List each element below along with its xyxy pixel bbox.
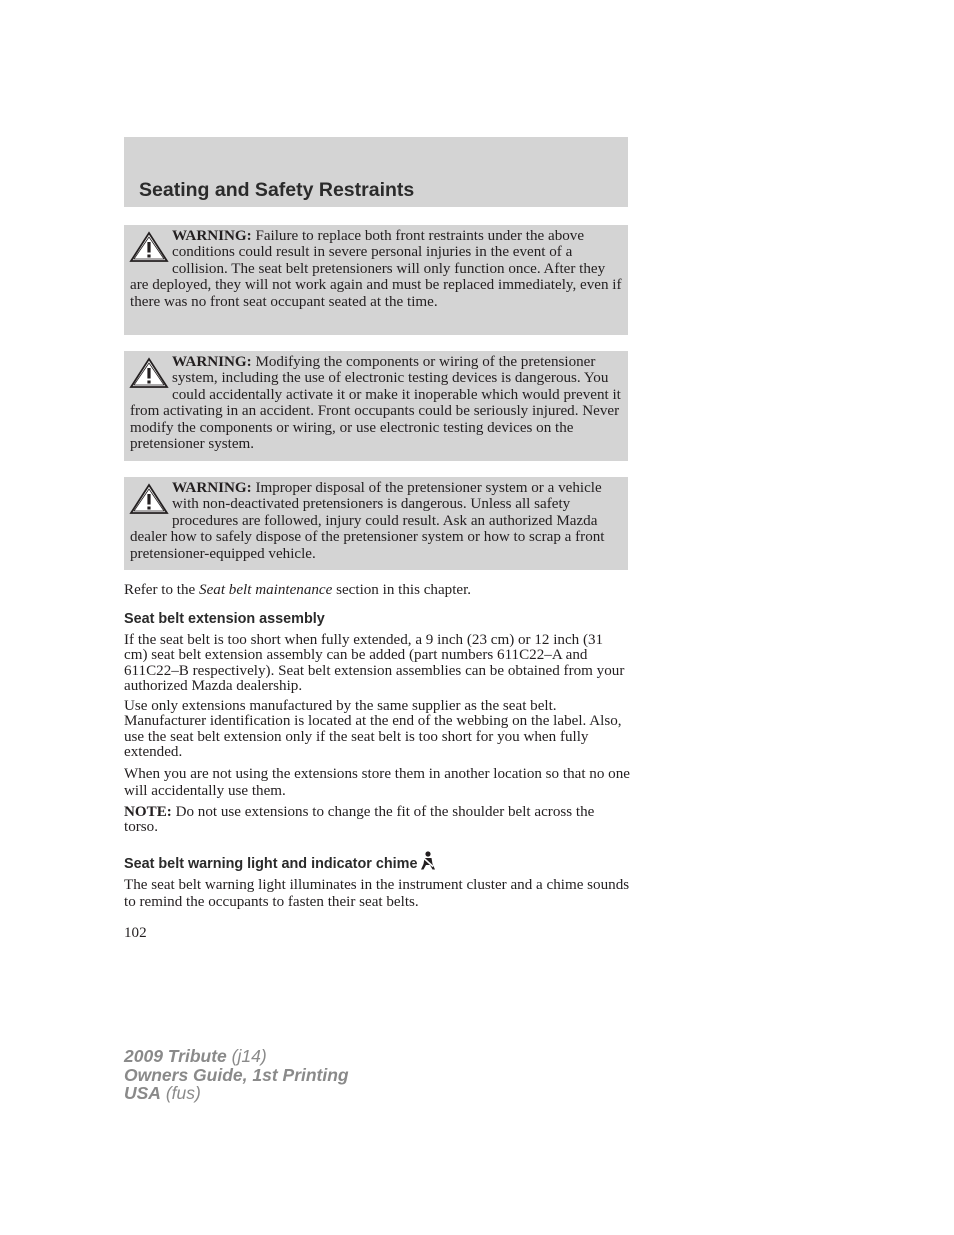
paragraph: When you are not using the extensions store them in another location so that no one will accidentally use them.: [124, 766, 630, 799]
warning-triangle-icon: [129, 231, 169, 263]
note-text: Do not use extensions to change the fit of the shoulder belt across the torso.: [124, 804, 595, 836]
note-paragraph: [124, 805, 630, 836]
page-number: 102: [124, 925, 147, 941]
footer-model: 2009 Tribute: [124, 1046, 227, 1066]
warning-box: [124, 225, 628, 335]
warning-triangle-icon: [129, 357, 169, 389]
seat-belt-maintenance-reference: Seat belt maintenance: [199, 582, 333, 598]
warning-box: [124, 351, 628, 461]
section-heading-warning-light: [124, 851, 436, 872]
warning-text: Improper disposal of the pretensioner system or a vehicle with non-deactivated pretensioners is dangerous. Unless all safety procedures are followed, injury could result. Ask an authorized Mazda dealer how to safely dispose of the pretensioner system or how to scrap a front pretensioner-equipped vehicle.: [130, 480, 605, 562]
paragraph: The seat belt warning light illuminates in the instrument cluster and a chime sounds to remind the occupants to fasten their seat belts.: [124, 877, 630, 910]
refer-paragraph: [124, 583, 630, 598]
warning-text: Failure to replace both front restraints under the above conditions could result in severe personal injuries in the event of a collision. The seat belt pretensioners will only function once. After they are deployed, they will not work again and must be replaced immediately, even if there was no front seat occupant seated at the time.: [130, 228, 622, 310]
warning-box: [124, 477, 628, 570]
note-label: NOTE:: [124, 804, 172, 820]
print-footer: [124, 1047, 349, 1103]
section-heading-text: Seat belt warning light and indicator chime: [124, 856, 418, 872]
page-title: Seating and Safety Restraints: [139, 179, 415, 201]
footer-code: (j14): [226, 1046, 267, 1066]
paragraph: Use only extensions manufactured by the same supplier as the seat belt. Manufacturer identification is located at the end of the webbing on the label. Also, use the seat belt extension only if the seat belt is too short for you when fully extended.: [124, 698, 622, 761]
warning-triangle-icon: [129, 483, 169, 515]
footer-printing: Owners Guide, 1st Printing: [124, 1064, 349, 1085]
seatbelt-icon: [420, 851, 436, 871]
warning-text: Modifying the components or wiring of the pretensioner system, including the use of electronic testing devices is dangerous. You could accidentally activate it or make it inoperable which would prevent it from activating in an accident. Front occupants could be seriously injured. Never modify the components or wiring, or use electronic testing devices on the pretensioner system.: [130, 354, 621, 453]
paragraph: If the seat belt is too short when fully extended, a 9 inch (23 cm) or 12 inch (31 cm) seat belt extension assembly can be added (part numbers 611C22–A and 611C22–B respectively). Seat belt extension assemblies can be obtained from your authorized Mazda dealership.: [124, 632, 625, 695]
footer-market: USA: [124, 1083, 161, 1104]
section-header: [124, 137, 628, 207]
refer-text: Refer to the: [124, 582, 200, 598]
section-heading-extension: Seat belt extension assembly: [124, 611, 325, 627]
warning-label: WARNING:: [172, 480, 252, 496]
footer-market-code: (fus): [160, 1083, 201, 1104]
warning-label: WARNING:: [172, 354, 252, 370]
warning-label: WARNING:: [172, 228, 252, 244]
refer-text: section in this chapter.: [332, 582, 472, 598]
